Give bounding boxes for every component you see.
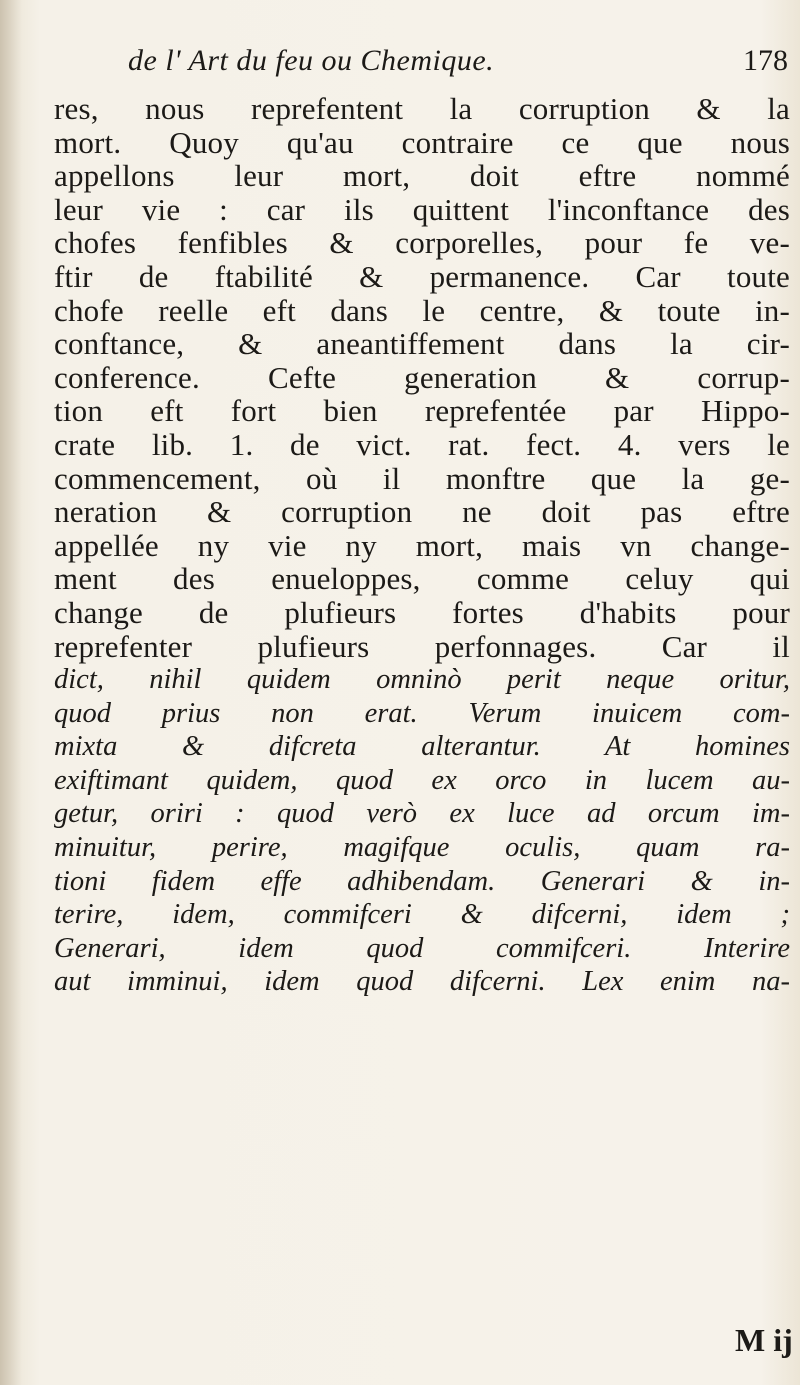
text-line: Generari, idem quod commifceri. Interire bbox=[54, 932, 790, 964]
text-line: chofe reelle eft dans le centre, & toute in- bbox=[54, 292, 790, 328]
text-line: terire, idem, commifceri & difcerni, idem ; bbox=[54, 899, 790, 931]
text-line: minuitur, perire, magifque oculis, quam ra- bbox=[54, 832, 790, 864]
text-line: ment des enueloppes, comme celuy qui bbox=[54, 561, 790, 597]
text-line: quod prius non erat. Verum inuicem com- bbox=[54, 697, 790, 729]
body-text bbox=[54, 92, 790, 999]
text-line: reprefenter plufieurs perfonnages. Car il bbox=[54, 628, 790, 664]
signature-area bbox=[0, 1322, 800, 1360]
text-line: appellons leur mort, doit eftre nommé bbox=[54, 158, 790, 194]
running-head bbox=[118, 44, 798, 84]
text-line: tioni fidem effe adhibendam. Generari & in- bbox=[54, 865, 790, 897]
text-line: ftir de ftabilité & permanence. Car toute bbox=[54, 258, 790, 294]
binding-shadow bbox=[0, 0, 22, 1385]
text-line: res, nous reprefentent la corruption & la bbox=[54, 91, 790, 126]
text-line: chofes fenfibles & corporelles, pour fe ve- bbox=[54, 225, 790, 261]
text-line: change de plufieurs fortes d'habits pour bbox=[54, 594, 790, 630]
text-line: conference. Cefte generation & corrup- bbox=[54, 359, 790, 395]
text-line: aut imminui, idem quod difcerni. Lex enim na- bbox=[54, 966, 790, 998]
running-head-title: de l' Art du feu ou Chemique. bbox=[128, 44, 495, 77]
page-number: 178 bbox=[743, 44, 788, 77]
text-line: mort. Quoy qu'au contraire ce que nous bbox=[54, 124, 790, 160]
text-line: crate lib. 1. de vict. rat. fect. 4. vers le bbox=[54, 426, 790, 462]
text-line: commencement, où il monftre que la ge- bbox=[54, 460, 790, 496]
signature-mark: M ij bbox=[735, 1322, 793, 1358]
text-line: dict, nihil quidem omninò perit neque oritur, bbox=[54, 664, 790, 696]
text-line: getur, oriri : quod verò ex luce ad orcum im- bbox=[54, 798, 790, 830]
text-line: leur vie : car ils quittent l'inconftance des bbox=[54, 191, 790, 227]
text-line: exiftimant quidem, quod ex orco in lucem au- bbox=[54, 764, 790, 796]
text-line: appellée ny vie ny mort, mais vn change- bbox=[54, 527, 790, 563]
text-line: mixta & difcreta alterantur. At homines bbox=[54, 731, 790, 763]
text-line: conftance, & aneantiffement dans la cir- bbox=[54, 326, 790, 362]
text-line: neration & corruption ne doit pas eftre bbox=[54, 494, 790, 530]
text-line: tion eft fort bien reprefentée par Hippo- bbox=[54, 393, 790, 429]
